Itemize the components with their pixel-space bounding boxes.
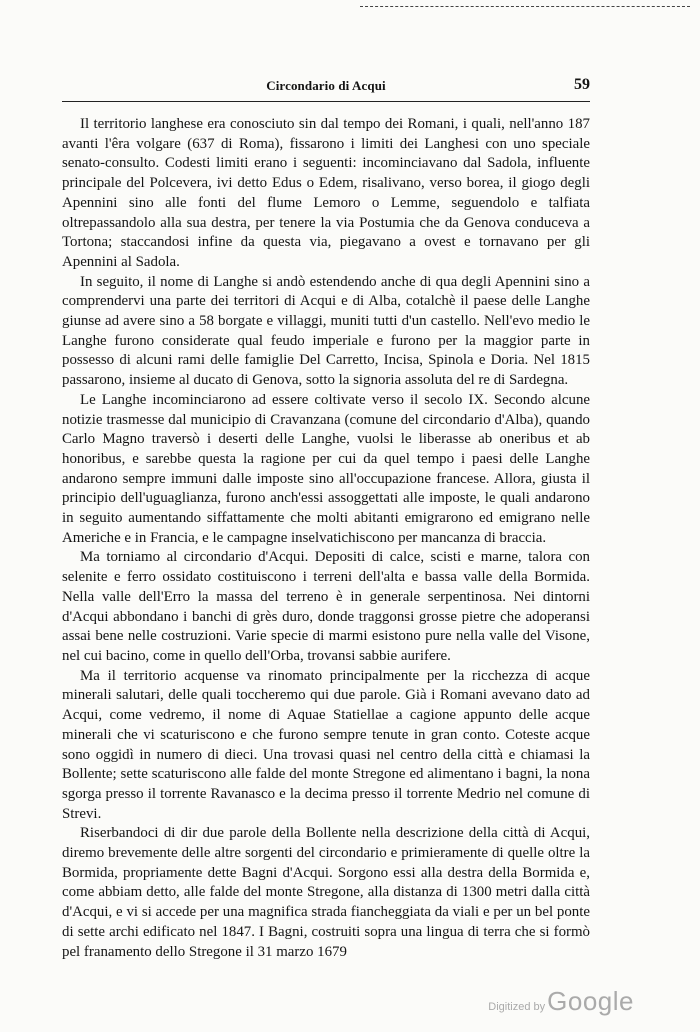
text-run: sette scaturiscono alle falde del monte Stregone ed alimentano i bagni, la nona sgorga presso il torrente Ravanasco e la decima presso il torrente Medrio nel comune di Strevi. [62, 766, 590, 822]
page-number: 59 [574, 76, 590, 93]
italic-text-run: Aquae Statiellae [286, 707, 389, 724]
text-run: , risalivano, verso borea, il giogo degli Apennini sino alle fonti del flume Lemoro o Lemme, seguendolo e talfiata oltrepassandolo alla sua destra, per tenere la via Postumia che da Genova conduceva a Tortona; staccandosi infine da questa via, piegavano a ovest e tornavano per gli Apennini al Sadola. [62, 175, 590, 270]
watermark-prefix: Digitized by [488, 1001, 546, 1013]
text-run: , e sarebbe questa la ragione per cui da quel tempo i paesi delle Langhe andarono sempre immuni dalle imposte sino all'occupazione francese. Allora, giusta il principio dell'uguaglianza, furono anch'essi assoggettati alle imposte, le quali andarono in seguito aumentando siffattamente che molti abitanti emigrarono ed emigrano nelle Americhe e in Francia, e le campagne inselvatichiscono per mancanza di braccia. [62, 450, 590, 546]
text-run: In seguito, il nome di Langhe si andò estendendo anche di qua degli Apennini sino a comprendervi una parte dei territori di Acqui e di Alba, cotalchè il paese delle Langhe giunse ad avere sino a 58 borgate e villaggi, muniti tutti d'un castello. Nell'evo medio le Langhe furono considerate qual feudo imperiale e furono per la maggior parte in possesso di alcuni rami delle famiglie Del Carretto, Incisa, Spinola e Doria. Nel 1815 passarono, insieme al ducato di Genova, sotto la signoria assoluta del re di Sardegna. [62, 273, 590, 389]
text-run: a cagione appunto delle acque minerali che vi scaturiscono e che furono sempre tenute in gran conto. Coteste acque sono oggidì in numero di dieci. Una trovasi quasi nel centro della città e chiamasi la [62, 707, 590, 763]
running-title: Circondario di Acqui [266, 78, 386, 93]
paragraph [62, 548, 590, 666]
text-run: Ma il territorio acquense va rinomato principalmente per la ricchezza di acque minerali salutari, delle quali toccheremo qui due parole. Già i Romani avevano dato ad Acqui, come vedremo, il nome di [62, 667, 590, 724]
italic-text-run: ab oneribus et ab honoribus [62, 431, 590, 467]
text-run: Riserbandoci di dir due parole della [80, 825, 306, 842]
text-run: Ma torniamo al circondario d'Acqui. Depositi di calce, scisti e marne, talora con selenite e ferro ossidato costituiscono i terreni dell'alta e bassa valle della Bormida. Nella valle dell'Erro la massa del terreno è in generale serpentinosa. Nei dintorni d'Acqui abbondano i banchi di grès duro, donde traggonsi grosse pietre che adoperansi assai bene nelle costruzioni. Varie specie di marmi esistono pure nella valle del Visone, nel cui bacino, come in quello dell'Orba, trovansi sabbie aurifere. [62, 549, 590, 664]
text-run: . Sorgono essi alla destra della Bormida e, come abbiam detto, alle falde del monte Stregone, alla distanza di 1300 metri dalla città d'Acqui, e vi si accede per una magnifica strada fiancheggiata da viali e per un bel ponte di sette archi edificato nel 1847. I Bagni, costruiti sopra una lingua di terra che si formò pel franamento dello Stregone il 31 marzo 1679 [62, 864, 590, 960]
text-run: nella descrizione della città di Acqui, diremo brevemente delle altre sorgenti del circondario e primieramente di quelle oltre la Bormida, propriamente dette [62, 825, 591, 881]
google-logo: Google [547, 986, 634, 1016]
scan-top-rule [360, 6, 690, 7]
italic-text-run: Edus [271, 175, 302, 192]
italic-text-run: Bollente [305, 825, 357, 842]
paragraph [62, 115, 590, 273]
paragraph [62, 824, 590, 962]
italic-text-run: Edem [318, 175, 354, 192]
italic-text-run: Bollente; [62, 766, 117, 783]
text-run: o [301, 175, 319, 192]
paragraph [62, 273, 590, 391]
body-text [62, 115, 590, 962]
text-run: Le Langhe incominciarono ad essere coltivate verso il secolo IX. Secondo alcune notizie trasmesse dal municipio di Cravanzana (comune del circondario d'Alba), quando Carlo Magno traversò i deserti delle Langhe, vuolsi le liberasse [62, 391, 590, 448]
paragraph [62, 391, 590, 549]
header-rule [62, 101, 590, 102]
paragraph [62, 667, 590, 825]
text-run: Il territorio langhese era conosciuto sin dal tempo dei Romani, i quali, nell'anno 187 avanti l'êra volgare (637 di Roma), fissarono i limiti dei Langhesi con uno speciale senato-consulto. Codesti limiti erano i seguenti: incominciavano dal Sadola, influente principale del Polcevera, ivi detto [62, 116, 590, 192]
page-header [62, 76, 590, 98]
digitized-by-watermark [488, 986, 634, 1017]
italic-text-run: Bagni d'Acqui [241, 864, 329, 881]
